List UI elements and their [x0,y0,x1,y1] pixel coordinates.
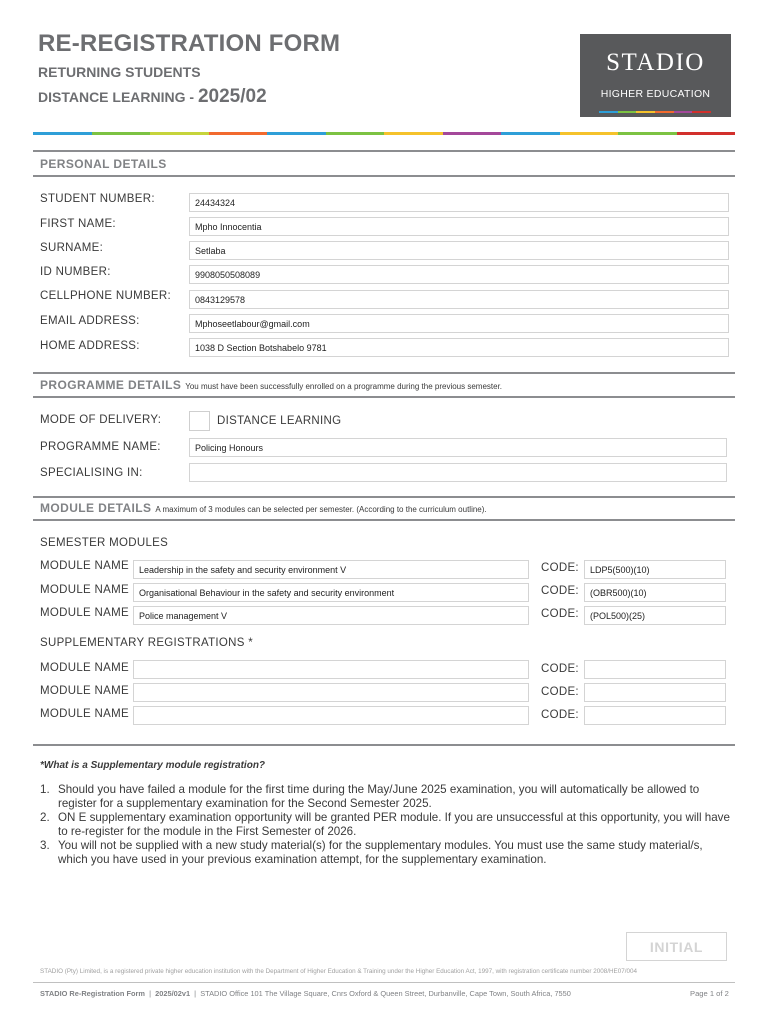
subtitle-year: 2025/02 [197,86,267,107]
module-note: A maximum of 3 modules can be selected per semester. (According to the curriculum outline). [155,505,487,514]
programme-details-heading [40,378,502,392]
list-number: 1. [40,783,50,796]
semester-module-1-field[interactable]: Leadership in the safety and security environment V [133,560,529,579]
logo-tagline: HIGHER EDUCATION [600,88,711,100]
personal-details-heading: PERSONAL DETAILS [40,157,167,171]
email-label: EMAIL ADDRESS: [40,315,140,327]
footer-version: 2025/02v1 [155,989,191,998]
rainbow-segment [501,132,560,135]
rainbow-segment [92,132,151,135]
rainbow-segment [150,132,209,135]
rainbow-segment [33,132,92,135]
student-number-label: STUDENT NUMBER: [40,193,155,205]
section-divider [33,372,735,374]
module-name-label: MODULE NAME [40,708,129,720]
semester-module-3-field[interactable]: Police management V [133,606,529,625]
module-heading-text: MODULE DETAILS [40,501,152,515]
code-label: CODE: [541,709,579,721]
surname-field[interactable]: Setlaba [189,241,729,260]
form-subtitle-returning: RETURNING STUDENTS [38,64,201,80]
form-subtitle-distance [38,86,267,108]
section-divider [33,150,735,152]
programme-heading-text: PROGRAMME DETAILS [40,378,182,392]
semester-code-2-field[interactable]: (OBR500)(10) [584,583,726,602]
programme-name-label: PROGRAMME NAME: [40,441,161,453]
module-name-label: MODULE NAME [40,685,129,697]
rainbow-segment [209,132,268,135]
form-title: RE-REGISTRATION FORM [38,30,341,57]
footer-address: STADIO Office 101 The Village Square, Cnrs Oxford & Queen Street, Durbanville, Cape Town, South Africa, 7550 [200,989,571,998]
supplementary-info-list [40,783,730,867]
list-text: ON E supplementary examination opportunity will be granted PER module. If you are unsuccessful at this opportunity, you will have to re-register for the module in the First Semester of 2026. [58,811,730,838]
module-name-label: MODULE NAME [40,662,129,674]
email-field[interactable]: Mphoseetlabour@gmail.com [189,314,729,333]
code-label: CODE: [541,686,579,698]
first-name-field[interactable]: Mpho Innocentia [189,217,729,236]
legal-notice: STADIO (Pty) Limited, is a registered private higher education institution with the Department of Higher Education & Training under the Higher Education Act, 1997, with registration certificate number 2008/HE07/004 [40,968,638,975]
semester-code-1-field[interactable]: LDP5(500)(10) [584,560,726,579]
supp-module-3-field[interactable] [133,706,529,725]
initial-box[interactable]: INITIAL [626,932,727,961]
distance-learning-option: DISTANCE LEARNING [217,415,342,427]
section-divider [33,396,735,398]
module-details-heading [40,501,487,515]
distance-learning-checkbox[interactable] [189,411,210,431]
code-label: CODE: [541,562,579,574]
subtitle-prefix: DISTANCE LEARNING - [38,89,198,105]
cellphone-label: CELLPHONE NUMBER: [40,290,171,302]
home-address-field[interactable]: 1038 D Section Botshabelo 9781 [189,338,729,357]
list-item [40,839,730,867]
footer-text: STADIO Re-Registration Form | 2025/02v1 | STADIO Office 101 The Village Square, Cnrs Oxford & Queen Street, Durbanville, Cape Town, South Africa, 7550 [40,989,571,998]
supp-module-2-field[interactable] [133,683,529,702]
logo-color-stripe [599,111,711,113]
logo-name: STADIO [606,49,705,76]
list-item [40,783,730,811]
section-divider [33,175,735,177]
student-number-field[interactable]: 24434324 [189,193,729,212]
first-name-label: FIRST NAME: [40,218,116,230]
mode-of-delivery-label: MODE OF DELIVERY: [40,414,162,426]
supplementary-question: *What is a Supplementary module registration? [40,760,266,771]
stadio-logo [580,34,731,117]
page-number: Page 1 of 2 [690,989,729,998]
list-text: Should you have failed a module for the first time during the May/June 2025 examination, you will automatically be allowed to register for a supplementary examination for the Second Semester 2025. [58,783,700,810]
supp-code-3-field[interactable] [584,706,726,725]
semester-modules-heading: SEMESTER MODULES [40,537,169,549]
semester-code-3-field[interactable]: (POL500)(25) [584,606,726,625]
module-name-label: MODULE NAME [40,584,129,596]
footer-divider [33,982,735,983]
supp-module-1-field[interactable] [133,660,529,679]
rainbow-segment [384,132,443,135]
code-label: CODE: [541,585,579,597]
cellphone-field[interactable]: 0843129578 [189,290,729,309]
list-number: 2. [40,811,50,824]
surname-label: SURNAME: [40,242,104,254]
specialising-label: SPECIALISING IN: [40,467,143,479]
supp-code-2-field[interactable] [584,683,726,702]
programme-name-field[interactable]: Policing Honours [189,438,727,457]
rainbow-divider [33,132,735,135]
section-divider [33,496,735,498]
rainbow-segment [443,132,502,135]
code-label: CODE: [541,663,579,675]
rainbow-segment [618,132,677,135]
programme-note: You must have been successfully enrolled on a programme during the previous semester. [185,382,503,391]
footer-form-name: STADIO Re-Registration Form [40,989,145,998]
supplementary-heading: SUPPLEMENTARY REGISTRATIONS * [40,637,253,649]
id-number-field[interactable]: 9908050508089 [189,265,729,284]
semester-module-2-field[interactable]: Organisational Behaviour in the safety and security environment [133,583,529,602]
module-name-label: MODULE NAME [40,607,129,619]
module-name-label: MODULE NAME [40,560,129,572]
rainbow-segment [326,132,385,135]
supp-code-1-field[interactable] [584,660,726,679]
list-item [40,811,730,839]
list-text: You will not be supplied with a new study material(s) for the supplementary modules. You must use the same study material/s, which you have used in your previous examination attempt, for the supplementary examination. [58,839,703,866]
section-divider [33,744,735,746]
id-number-label: ID NUMBER: [40,266,111,278]
specialising-field[interactable] [189,463,727,482]
code-label: CODE: [541,608,579,620]
section-divider [33,519,735,521]
rainbow-segment [560,132,619,135]
list-number: 3. [40,839,50,852]
rainbow-segment [677,132,736,135]
rainbow-segment [267,132,326,135]
home-address-label: HOME ADDRESS: [40,340,140,352]
